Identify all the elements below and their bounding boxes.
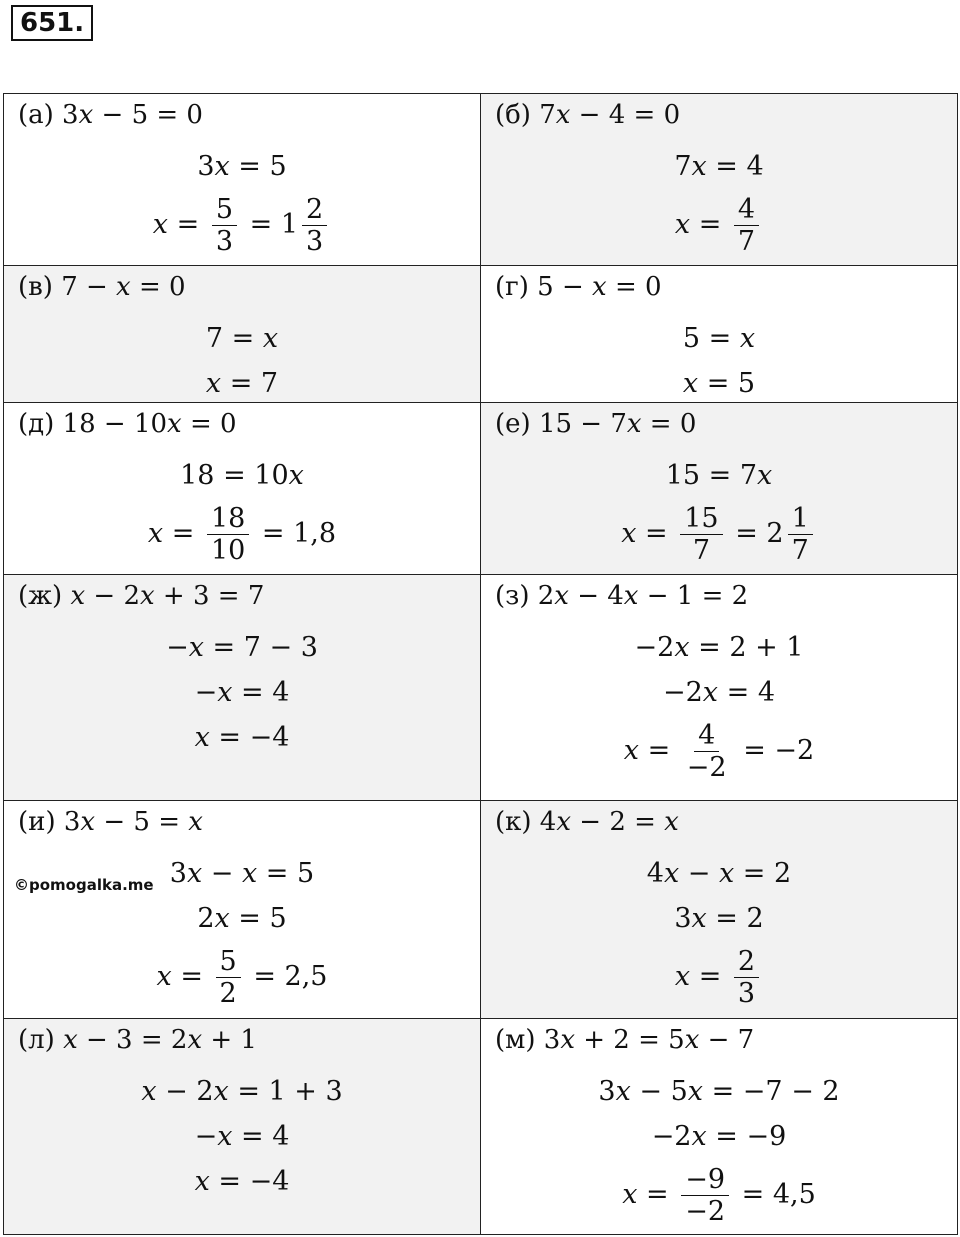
cell-v	[4, 266, 481, 403]
fraction: $\frac{-9}{-2}$	[681, 1166, 729, 1225]
cell-e	[481, 403, 958, 575]
equation-label: (к) 4𝑥 − 2 = 𝑥	[495, 807, 679, 837]
solution-step: −2𝑥 = −9	[651, 1121, 787, 1152]
fraction: $\frac{1}{7}$	[788, 505, 813, 564]
solution-step: −2𝑥 = 4	[663, 677, 775, 708]
equation-label: (б) 7𝑥 − 4 = 0	[495, 100, 681, 130]
solution-step: 3𝑥 = 2	[674, 903, 764, 934]
solution-step: 𝑥 = $\frac{-9}{-2}$ = 4,5	[622, 1164, 816, 1227]
equation-label: (е) 15 − 7𝑥 = 0	[495, 409, 697, 439]
cell-l	[4, 1019, 481, 1235]
equation-label: (л) 𝑥 − 3 = 2𝑥 + 1	[18, 1025, 257, 1055]
solution-step: 𝑥 − 2𝑥 = 1 + 3	[141, 1076, 343, 1107]
cell-g	[481, 266, 958, 403]
solution-step: 2𝑥 = 5	[197, 903, 287, 934]
solution-step: 𝑥 = $\frac{18}{10}$ = 1,8	[147, 503, 337, 566]
solution-step: 3𝑥 = 5	[197, 151, 287, 182]
solution-step: −𝑥 = 7 − 3	[166, 632, 318, 663]
solution-step: −2𝑥 = 2 + 1	[634, 632, 804, 663]
cell-zh	[4, 575, 481, 801]
solution-step: 𝑥 = 5	[682, 368, 756, 399]
solution-step: 𝑥 = $\frac{5}{3}$ = 1 $\frac{2}{3}$	[4, 189, 480, 261]
equation-label: (з) 2𝑥 − 4𝑥 − 1 = 2	[495, 581, 749, 611]
solutions-table	[3, 93, 958, 1235]
cell-d	[4, 403, 481, 575]
cell-k	[481, 801, 958, 1019]
solution-step: 𝑥 = $\frac{4}{7}$	[481, 189, 957, 261]
cell-b	[481, 94, 958, 266]
solution-step: 3𝑥 − 𝑥 = 5	[169, 858, 315, 889]
equation-label: (ж) 𝑥 − 2𝑥 + 3 = 7	[18, 581, 265, 611]
cell-i	[4, 801, 481, 1019]
solution-step: 𝑥 = −4	[194, 722, 290, 753]
solution-step: 𝑥 = $\frac{2}{3}$	[481, 941, 957, 1013]
solution-step: 𝑥 = 7	[205, 368, 279, 399]
cell-a	[4, 94, 481, 266]
solution-step: 15 = 7𝑥	[665, 460, 773, 491]
cell-m	[481, 1019, 958, 1235]
fraction: $\frac{18}{10}$	[207, 505, 249, 564]
equation-label: (и) 3𝑥 − 5 = 𝑥	[18, 807, 203, 837]
solution-step: 7𝑥 = 4	[674, 151, 764, 182]
solution-step: 5 = 𝑥	[682, 323, 756, 354]
fraction: $\frac{2}{3}$	[302, 196, 327, 255]
solution-step: −𝑥 = 4	[194, 1121, 290, 1152]
fraction: $\frac{15}{7}$	[680, 505, 722, 564]
cell-z	[481, 575, 958, 801]
fraction: $\frac{4}{-2}$	[686, 720, 727, 783]
fraction: $\frac{5}{3}$	[212, 196, 237, 255]
equation-label: (в) 7 − 𝑥 = 0	[18, 272, 186, 302]
equation-label: (а) 3𝑥 − 5 = 0	[18, 100, 203, 130]
solution-step: 𝑥 = $\frac{4}{-2}$ = −2	[623, 720, 815, 783]
solution-step: 4𝑥 − 𝑥 = 2	[646, 858, 792, 889]
solution-step: 𝑥 = $\frac{15}{7}$ = 2 $\frac{1}{7}$	[481, 498, 957, 570]
solution-step: 𝑥 = −4	[194, 1166, 290, 1197]
problem-number: 651.	[11, 5, 93, 41]
solution-step: 3𝑥 − 5𝑥 = −7 − 2	[598, 1076, 840, 1107]
fraction: $\frac{5}{2}$	[216, 948, 241, 1007]
solution-step: 18 = 10𝑥	[180, 460, 304, 491]
fraction: $\frac{2}{3}$	[734, 948, 759, 1007]
equation-label: (м) 3𝑥 + 2 = 5𝑥 − 7	[495, 1025, 755, 1055]
solution-step: 7 = 𝑥	[205, 323, 279, 354]
equation-label: (д) 18 − 10𝑥 = 0	[18, 409, 237, 439]
solution-step: −𝑥 = 4	[194, 677, 290, 708]
equation-label: (г) 5 − 𝑥 = 0	[495, 272, 662, 302]
solution-step: 𝑥 = $\frac{5}{2}$ = 2,5	[156, 946, 328, 1009]
watermark: ©pomogalka.me	[14, 876, 154, 894]
fraction: $\frac{4}{7}$	[734, 196, 759, 255]
